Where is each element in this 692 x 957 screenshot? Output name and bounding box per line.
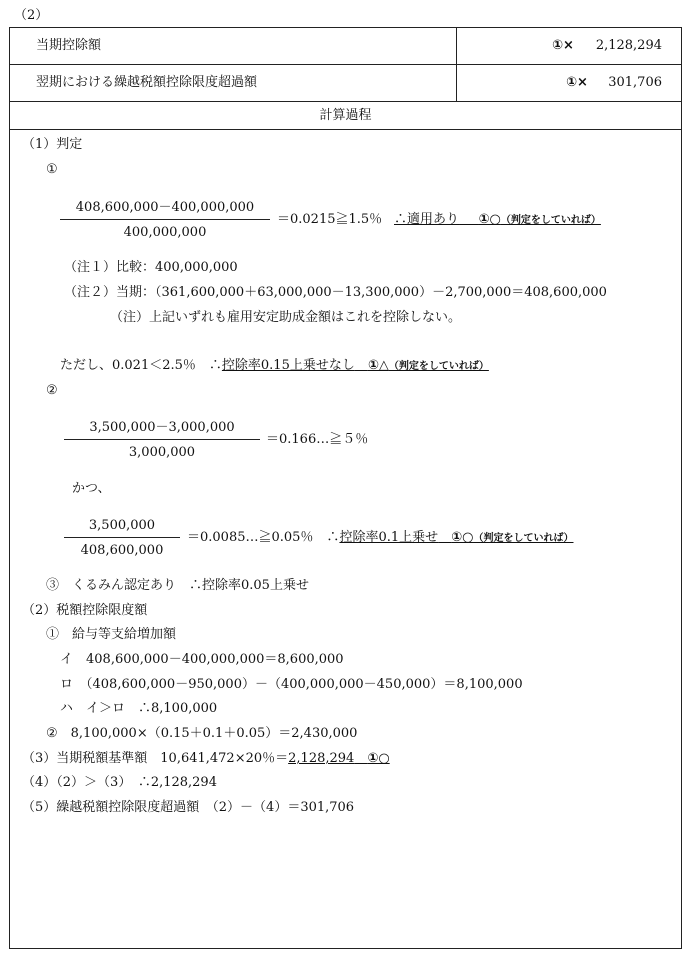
fraction-3-conclusion-line: [339, 530, 573, 545]
calc-header: 計算過程: [319, 108, 372, 123]
point-3: ③ くるみん認定あり ∴控除率0.05上乗せ: [46, 578, 309, 593]
fraction-3-numerator: 3,500,000: [88, 518, 156, 533]
note-1: （注１）比較：400,000,000: [64, 260, 238, 275]
row-divider: [9, 64, 682, 65]
proviso-conclusion: 控除率0.15上乗せなし: [221, 358, 355, 373]
katsu-text: かつ、: [72, 481, 111, 496]
note-2: （注２）当期：（361,600,000＋63,000,000－13,300,000）－2,700,000＝408,600,000: [64, 285, 607, 300]
point-1-label: ①: [46, 162, 58, 177]
fraction-2-denominator: 3,000,000: [128, 445, 196, 460]
row-divider: [9, 101, 682, 102]
answer-label-current-credit: 当期控除額: [36, 38, 102, 53]
base-value-underlined: [288, 751, 390, 766]
fraction-1-bar: [60, 219, 270, 220]
section-label: （2）: [14, 8, 49, 23]
proviso-text: ただし、0.021＜2.5％ ∴: [60, 358, 222, 373]
limit-point-2: ② 8,100,000×（0.15＋0.1＋0.05）＝2,430,000: [46, 726, 358, 741]
fraction-1-denominator: 400,000,000: [123, 225, 207, 240]
fraction-2-numerator: 3,500,000－3,000,000: [89, 420, 235, 435]
score-mark: ①○: [451, 530, 474, 545]
line-5: （5）繰越税額控除限度超過額 （2）－（4）＝301,706: [22, 800, 355, 815]
proviso-line: [60, 358, 489, 375]
answer-label-carryover: 翌期における繰越税額控除限度超過額: [36, 75, 258, 90]
fraction-1-numerator: 408,600,000－400,000,000: [75, 200, 255, 215]
judgement-title: （1）判定: [22, 137, 83, 152]
fraction-1-conclusion-line: [394, 212, 601, 229]
answer-value-carryover: 301,706: [608, 75, 662, 90]
fraction-3-denominator: 408,600,000: [80, 543, 164, 558]
fraction-2-bar: [64, 439, 260, 440]
score-mark: ①×: [552, 38, 574, 53]
score-mark: ①○: [367, 751, 390, 766]
limit-title: （2）税額控除限度額: [22, 603, 148, 618]
column-divider: [456, 27, 457, 101]
score-mark: ①○: [478, 212, 501, 227]
note-3: （注）上記いずれも雇用安定助成金額はこれを控除しない。: [110, 310, 462, 325]
line-4: （4）（2）＞（3） ∴2,128,294: [22, 775, 217, 790]
base-value: 2,128,294: [288, 751, 355, 766]
point-2-label: ②: [46, 383, 58, 398]
score-mark: ①×: [566, 75, 588, 90]
row-divider: [9, 129, 682, 130]
fraction-3-conclusion: 控除率0.1上乗せ: [339, 530, 439, 545]
fraction-2-result: ＝0.166…≧５％: [266, 432, 369, 447]
fraction-1-result: ＝0.0215≧1.5％: [277, 212, 383, 227]
fraction-3-bar: [64, 537, 180, 538]
fraction-3-result: ＝0.0085…≧0.05％ ∴: [187, 530, 340, 545]
score-note: （判定をしていれば）: [500, 215, 601, 226]
therefore-sign: ∴: [394, 212, 408, 227]
base-line: [22, 751, 390, 767]
base-prefix: （3）当期税額基準額 10,641,472×20％＝: [22, 751, 289, 766]
fraction-3-line: [187, 530, 573, 547]
answer-value-current-credit: 2,128,294: [595, 38, 662, 53]
limit-item-ro: ロ （408,600,000－950,000）－（400,000,000－450,000）＝8,100,000: [60, 677, 523, 692]
score-note: （判定をしていれば）: [473, 533, 574, 544]
limit-item-ha: ハ イ＞ロ ∴8,100,000: [60, 701, 218, 716]
fraction-1-conclusion: 適用あり: [407, 212, 460, 227]
limit-point-1: ① 給与等支給増加額: [46, 627, 177, 642]
score-mark: ①△: [367, 358, 389, 373]
score-note: （判定をしていれば）: [388, 361, 489, 372]
limit-item-i: イ 408,600,000－400,000,000＝8,600,000: [60, 652, 344, 667]
proviso-conclusion-line: [222, 358, 489, 373]
